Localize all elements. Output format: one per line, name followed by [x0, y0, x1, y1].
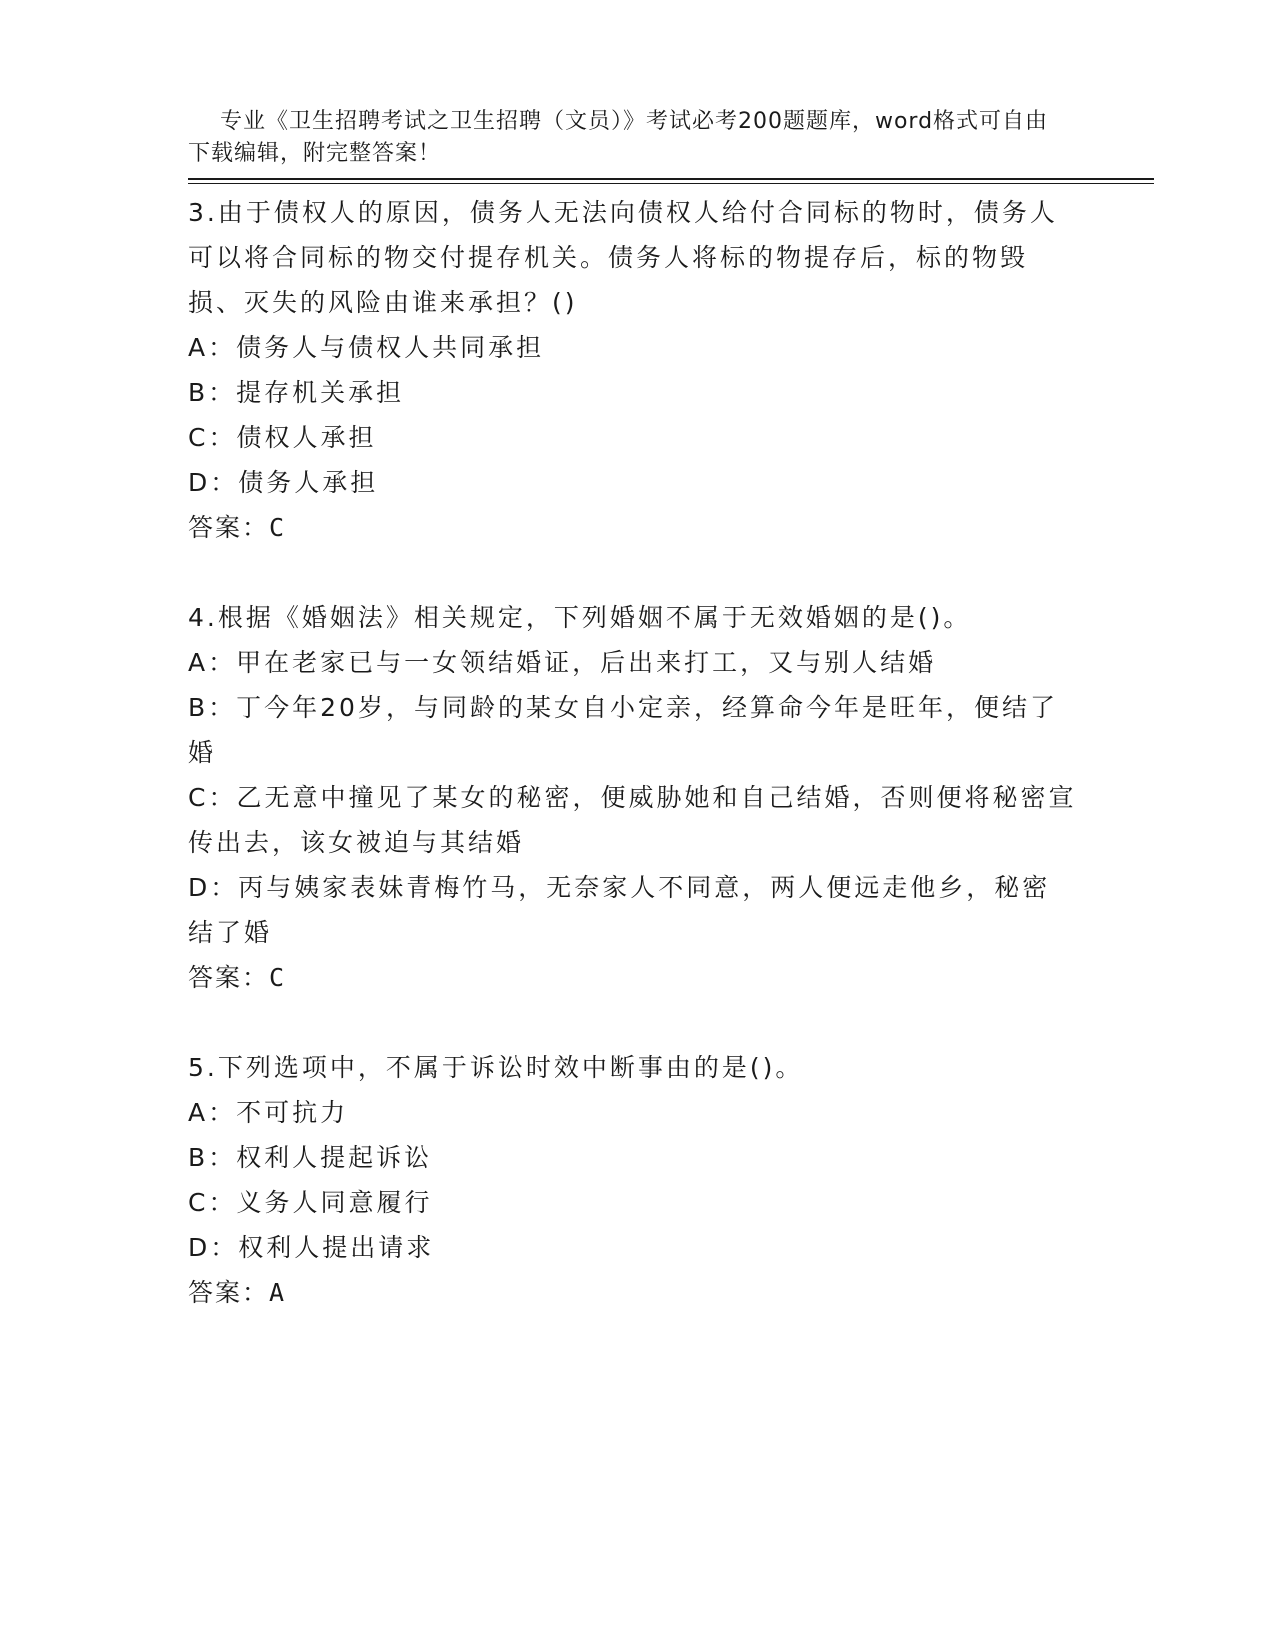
header-text: 专业《卫生招聘考试之卫生招聘（文员）》考试必考200题题库，word格式可自由下载编辑，附完整答案！ [188, 109, 1049, 166]
header-rule-thick [188, 178, 1154, 180]
question-spacer [188, 1000, 1078, 1045]
option-c: C：乙无意中撞见了某女的秘密，便威胁她和自己结婚，否则便将秘密宣传出去，该女被迫与其结婚 [188, 783, 1077, 857]
answer-line [188, 505, 1078, 550]
header-rule-thin [188, 183, 1154, 184]
answer-label: 答案： [188, 513, 270, 542]
answer-value: A [269, 1278, 287, 1307]
answer-value: C [269, 963, 287, 992]
option-a: A：债务人与债权人共同承担 [188, 333, 545, 362]
question-stem: 5.下列选项中，不属于诉讼时效中断事由的是()。 [188, 1053, 804, 1082]
question-list [188, 190, 1078, 1315]
answer-value: C [269, 513, 287, 542]
option-b: B：丁今年20岁，与同龄的某女自小定亲，经算命今年是旺年，便结了婚 [188, 693, 1058, 767]
option-c: C：债权人承担 [188, 423, 377, 452]
option-b: B：提存机关承担 [188, 378, 405, 407]
answer-line [188, 955, 1078, 1000]
option-d: D：丙与姨家表妹青梅竹马，无奈家人不同意，两人便远走他乡，秘密结了婚 [188, 873, 1051, 947]
question-5 [188, 1045, 1078, 1315]
question-4 [188, 595, 1078, 1000]
option-c: C：义务人同意履行 [188, 1188, 433, 1217]
answer-line [188, 1270, 1078, 1315]
option-d: D：权利人提出请求 [188, 1233, 435, 1262]
question-spacer [188, 550, 1078, 595]
question-3 [188, 190, 1078, 550]
question-stem: 3.由于债权人的原因，债务人无法向债权人给付合同标的物时，债务人可以将合同标的物交付提存机关。债务人将标的物提存后，标的物毁损、灭失的风险由谁来承担？() [188, 198, 1058, 317]
option-d: D：债务人承担 [188, 468, 379, 497]
option-a: A：甲在老家已与一女领结婚证，后出来打工，又与别人结婚 [188, 648, 937, 677]
option-a: A：不可抗力 [188, 1098, 349, 1127]
answer-label: 答案： [188, 1278, 270, 1307]
question-stem: 4.根据《婚姻法》相关规定，下列婚姻不属于无效婚姻的是()。 [188, 603, 972, 632]
option-b: B：权利人提起诉讼 [188, 1143, 433, 1172]
answer-label: 答案： [188, 963, 270, 992]
